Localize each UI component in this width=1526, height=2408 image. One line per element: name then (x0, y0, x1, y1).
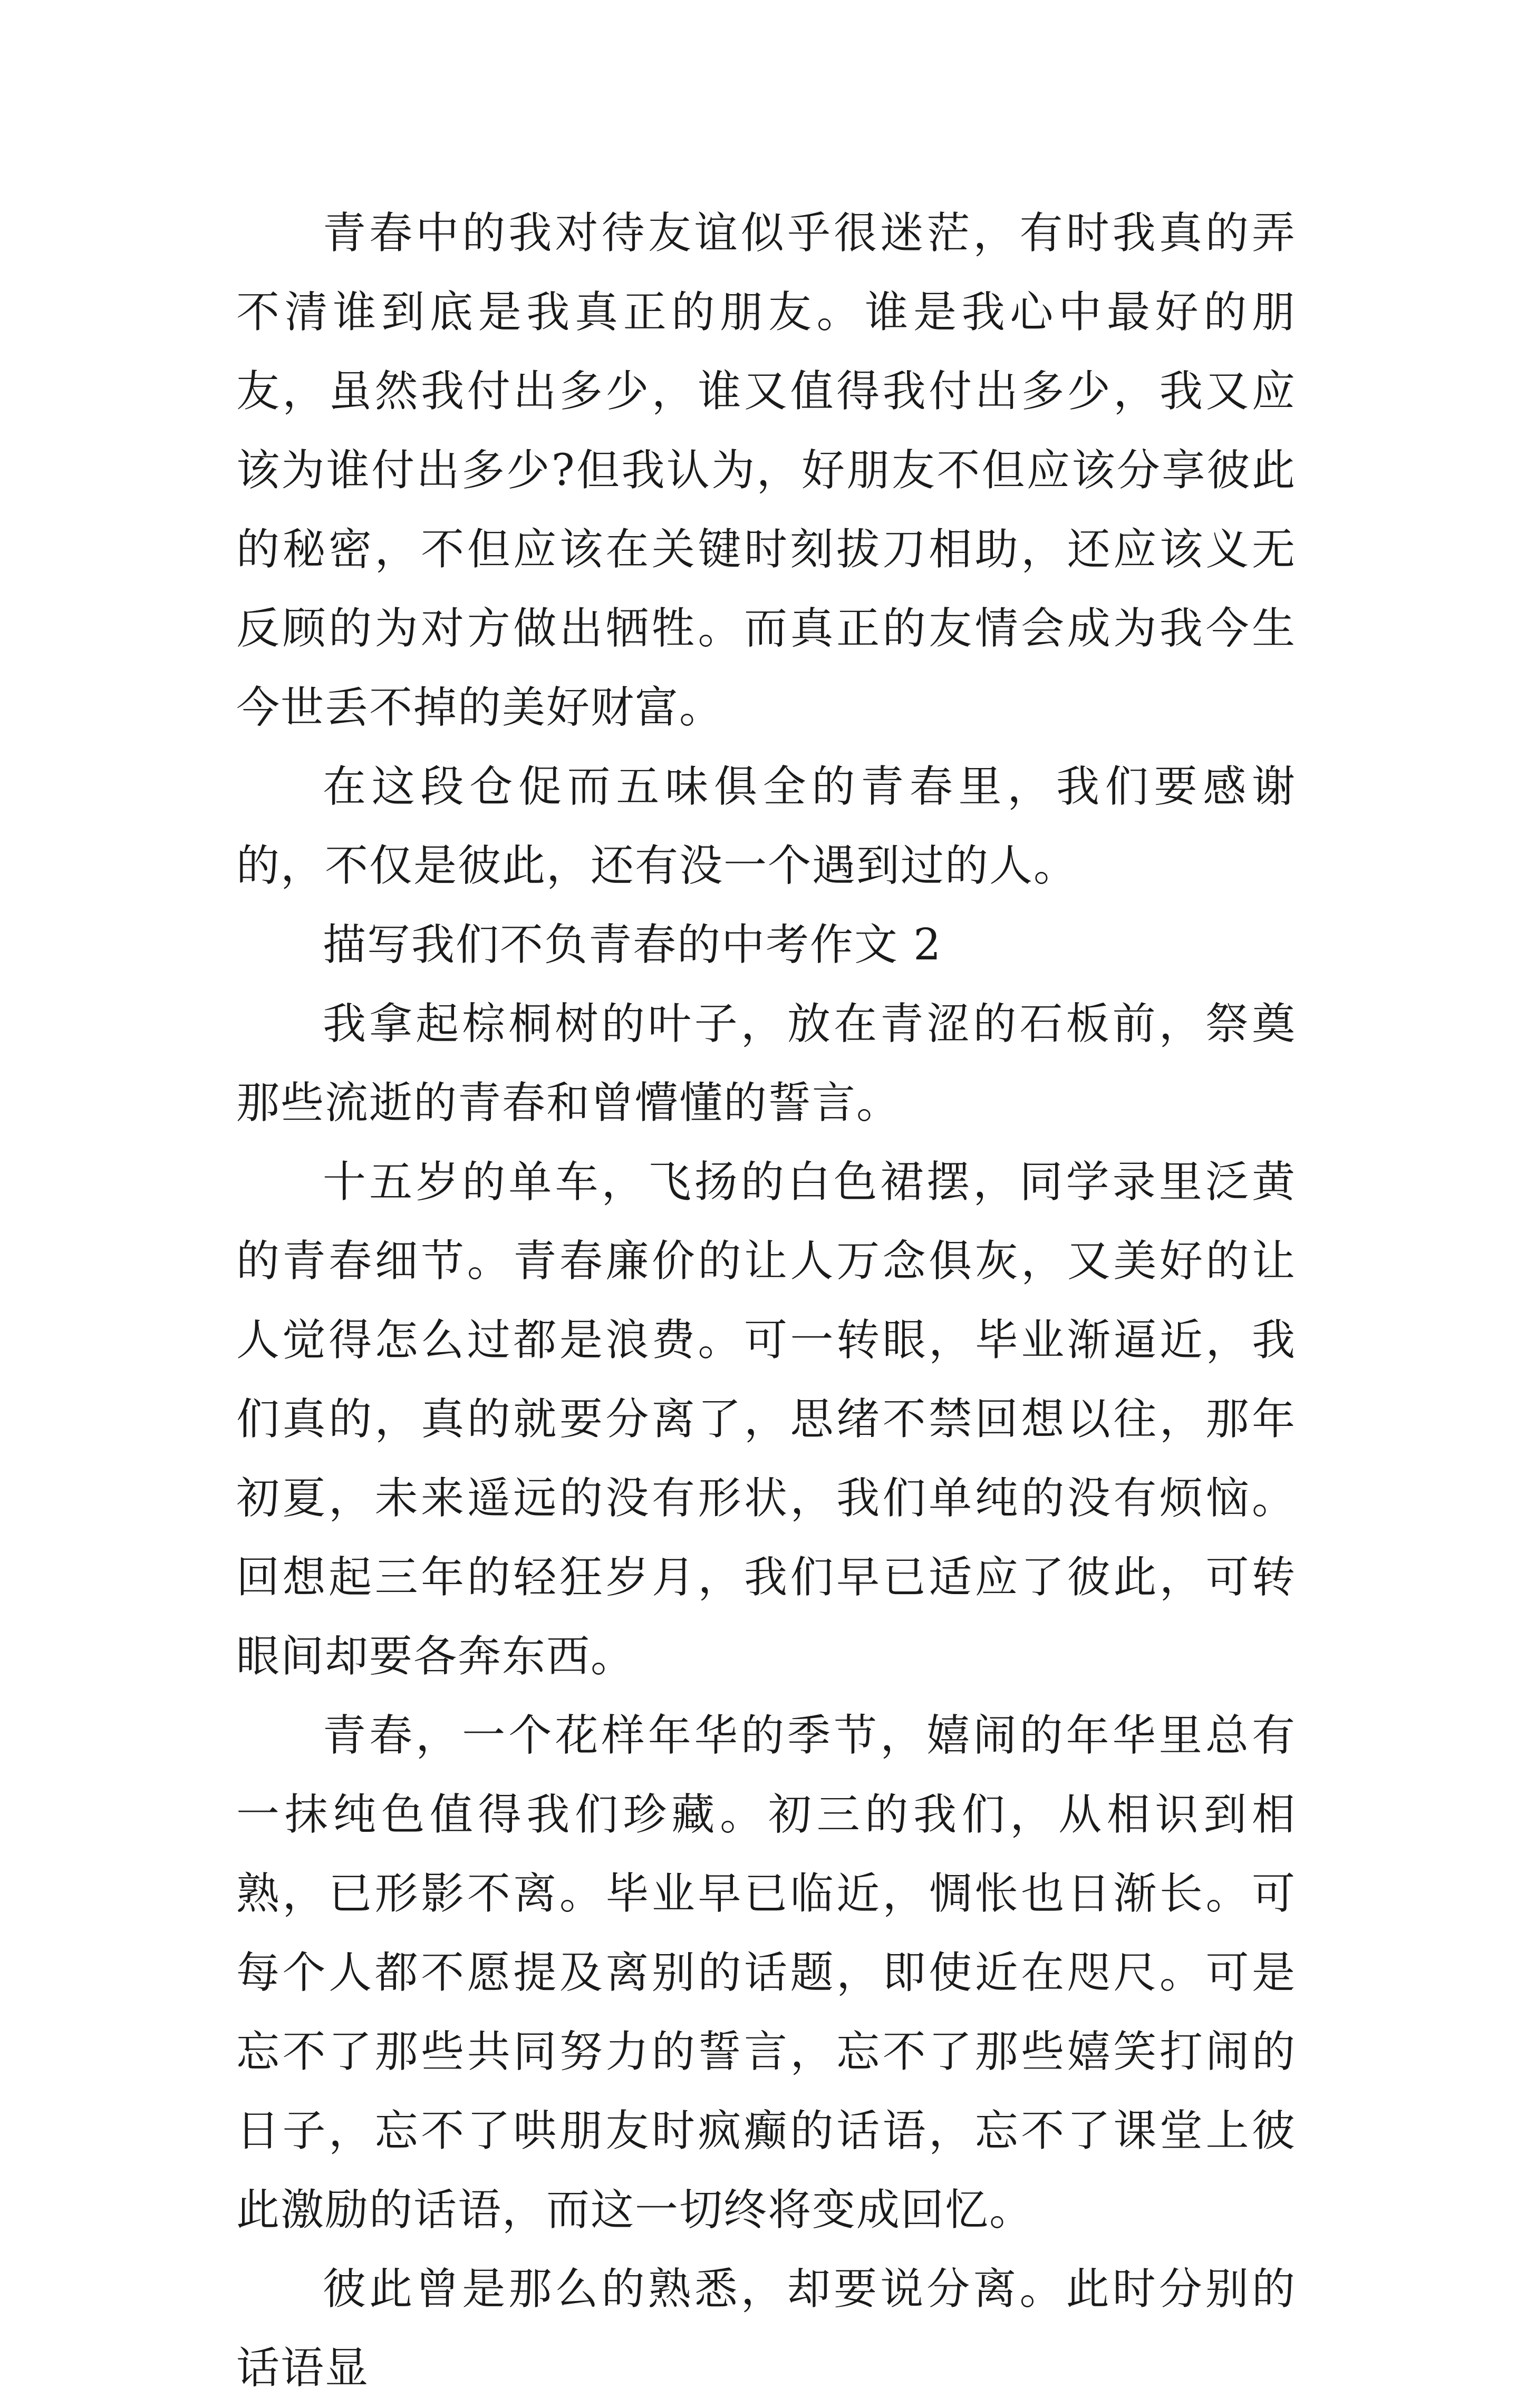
paragraph-palm-leaf: 我拿起棕桐树的叶子，放在青涩的石板前，祭奠那些流逝的青春和曾懵懂的誓言。 (236, 999, 1296, 1128)
paragraph-fifteen: 十五岁的单车，飞扬的白色裙摆，同学录里泛黄的青春细节。青春廉价的让人万念俱灰，又美好的让人觉得怎么过都是浪费。可一转眼，毕业渐逼近，我们真的，真的就要分离了，思绪不禁回想以往，那年初夏，未来遥远的没有形状，我们单纯的没有烦恼。回想起三年的轻狂岁月，我们早已适应了彼此，可转眼间却要各奔东西。 (236, 1157, 1296, 1682)
essay-heading: 描写我们不负青春的中考作文 2 (323, 920, 942, 970)
paragraph-gratitude: 在这段仓促而五味俱全的青春里，我们要感谢的，不仅是彼此，还有没一个遇到过的人。 (236, 762, 1296, 891)
paragraph-farewell: 彼此曾是那么的熟悉，却要说分离。此时分别的话语显 (236, 2264, 1296, 2393)
document-body (236, 194, 1296, 2408)
paragraph-friendship: 青春中的我对待友谊似乎很迷茫，有时我真的弄不清谁到底是我真正的朋友。谁是我心中最好的朋友，虽然我付出多少，谁又值得我付出多少，我又应该为谁付出多少?但我认为，好朋友不但应该分享彼此的秘密，不但应该在关键时刻拔刀相助，还应该义无反顾的为对方做出牺牲。而真正的友情会成为我今生今世丢不掉的美好财富。 (236, 208, 1296, 733)
paragraph-youth-season: 青春，一个花样年华的季节，嬉闹的年华里总有一抹纯色值得我们珍藏。初三的我们，从相识到相熟，已形影不离。毕业早已临近，惆怅也日渐长。可每个人都不愿提及离别的话题，即使近在咫尺。可是忘不了那些共同努力的誓言，忘不了那些嬉笑打闹的日子，忘不了哄朋友时疯癫的话语，忘不了课堂上彼此激励的话语，而这一切终将变成回忆。 (236, 1711, 1296, 2235)
